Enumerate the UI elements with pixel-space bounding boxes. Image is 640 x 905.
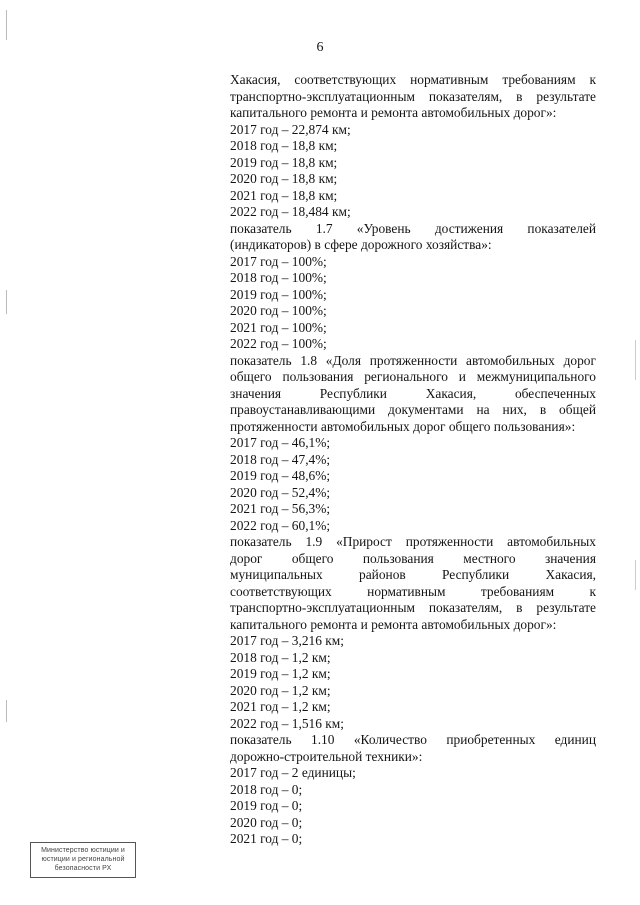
text-line: 2022 год – 60,1%;: [230, 517, 331, 533]
text-line: 2017 год – 46,1%;: [230, 435, 331, 450]
text-line: дорожно-строительной техники»:: [230, 748, 423, 764]
text-line: 2019 год – 18,8 км;: [230, 154, 338, 170]
text-line: 2020 год – 0;: [230, 814, 303, 830]
text-line: показатель 1.9 «Прирост протяженности автомобильных: [230, 534, 596, 549]
text-line: 2019 год – 100%;: [230, 286, 327, 302]
registration-stamp: [30, 842, 136, 878]
text-line: 2021 год – 100%;: [230, 319, 327, 335]
text-line: 2022 год – 1,516 км;: [230, 715, 344, 731]
text-line: 2017 год – 100%;: [230, 253, 327, 269]
text-line: 2019 год – 1,2 км;: [230, 666, 331, 681]
text-line: 2020 год – 100%;: [230, 303, 327, 318]
text-line: показатель 1.8 «Доля протяженности автомобильных дорог: [230, 352, 596, 368]
text-line: общего пользования регионального и межмуниципального: [230, 369, 596, 384]
text-line: показатель 1.7 «Уровень достижения показателей: [230, 220, 596, 236]
text-line: 2018 год – 100%;: [230, 270, 327, 285]
text-line: значения Республики Хакасия, обеспеченных: [230, 385, 596, 401]
scan-edge-mark: [635, 340, 636, 380]
text-line: 2022 год – 18,484 км;: [230, 204, 351, 219]
text-line: 2018 год – 1,2 км;: [230, 649, 331, 665]
text-line: 2021 год – 1,2 км;: [230, 699, 331, 714]
text-line: 2018 год – 0;: [230, 781, 303, 797]
text-line: показатель 1.10 «Количество приобретенных единиц: [230, 732, 596, 747]
page-number: 6: [316, 40, 324, 55]
text-line: 2020 год – 1,2 км;: [230, 682, 331, 698]
scan-edge-mark: [6, 700, 7, 722]
text-line: 2020 год – 52,4%;: [230, 484, 331, 500]
scan-edge-mark: [6, 10, 7, 40]
text-line: дорог общего пользования местного значения: [230, 550, 596, 566]
stamp-line: Министерство юстиции и: [41, 847, 125, 854]
text-line: соответствующих нормативным требованиям к: [230, 583, 596, 599]
text-line: транспортно-эксплуатационным показателям, в результате: [230, 88, 596, 104]
stamp-line: безопасности РХ: [54, 865, 112, 872]
stamp-line: юстиции и региональной: [41, 856, 125, 863]
scan-edge-mark: [6, 290, 7, 314]
text-line: 2022 год – 100%;: [230, 336, 327, 351]
text-line: 2019 год – 48,6%;: [230, 468, 331, 483]
text-line: 2017 год – 22,874 км;: [230, 121, 351, 137]
text-line: муниципальных районов Республики Хакасия,: [230, 567, 596, 582]
text-line: 2019 год – 0;: [230, 798, 303, 813]
text-line: 2021 год – 18,8 км;: [230, 187, 338, 203]
text-line: 2021 год – 56,3%;: [230, 501, 331, 516]
text-line: капитального ремонта и ремонта автомобильных дорог»:: [230, 105, 557, 120]
text-line: транспортно-эксплуатационным показателям, в результате: [230, 600, 596, 615]
text-line: 2017 год – 3,216 км;: [230, 633, 344, 648]
scan-edge-mark: [635, 560, 636, 590]
text-line: 2018 год – 47,4%;: [230, 451, 331, 467]
text-line: протяженности автомобильных дорог общего пользования»:: [230, 418, 576, 434]
text-line: 2017 год – 2 единицы;: [230, 765, 356, 780]
text-line: (индикаторов) в сфере дорожного хозяйства»:: [230, 237, 492, 252]
text-line: Хакасия, соответствующих нормативным требованиям к: [230, 72, 596, 87]
document-body: [230, 72, 596, 848]
text-line: 2018 год – 18,8 км;: [230, 138, 338, 153]
text-line: правоустанавливающими документами на них, в общей: [230, 402, 596, 417]
text-line: 2020 год – 18,8 км;: [230, 171, 338, 186]
text-line: капитального ремонта и ремонта автомобильных дорог»:: [230, 616, 557, 632]
text-line: 2021 год – 0;: [230, 831, 303, 846]
